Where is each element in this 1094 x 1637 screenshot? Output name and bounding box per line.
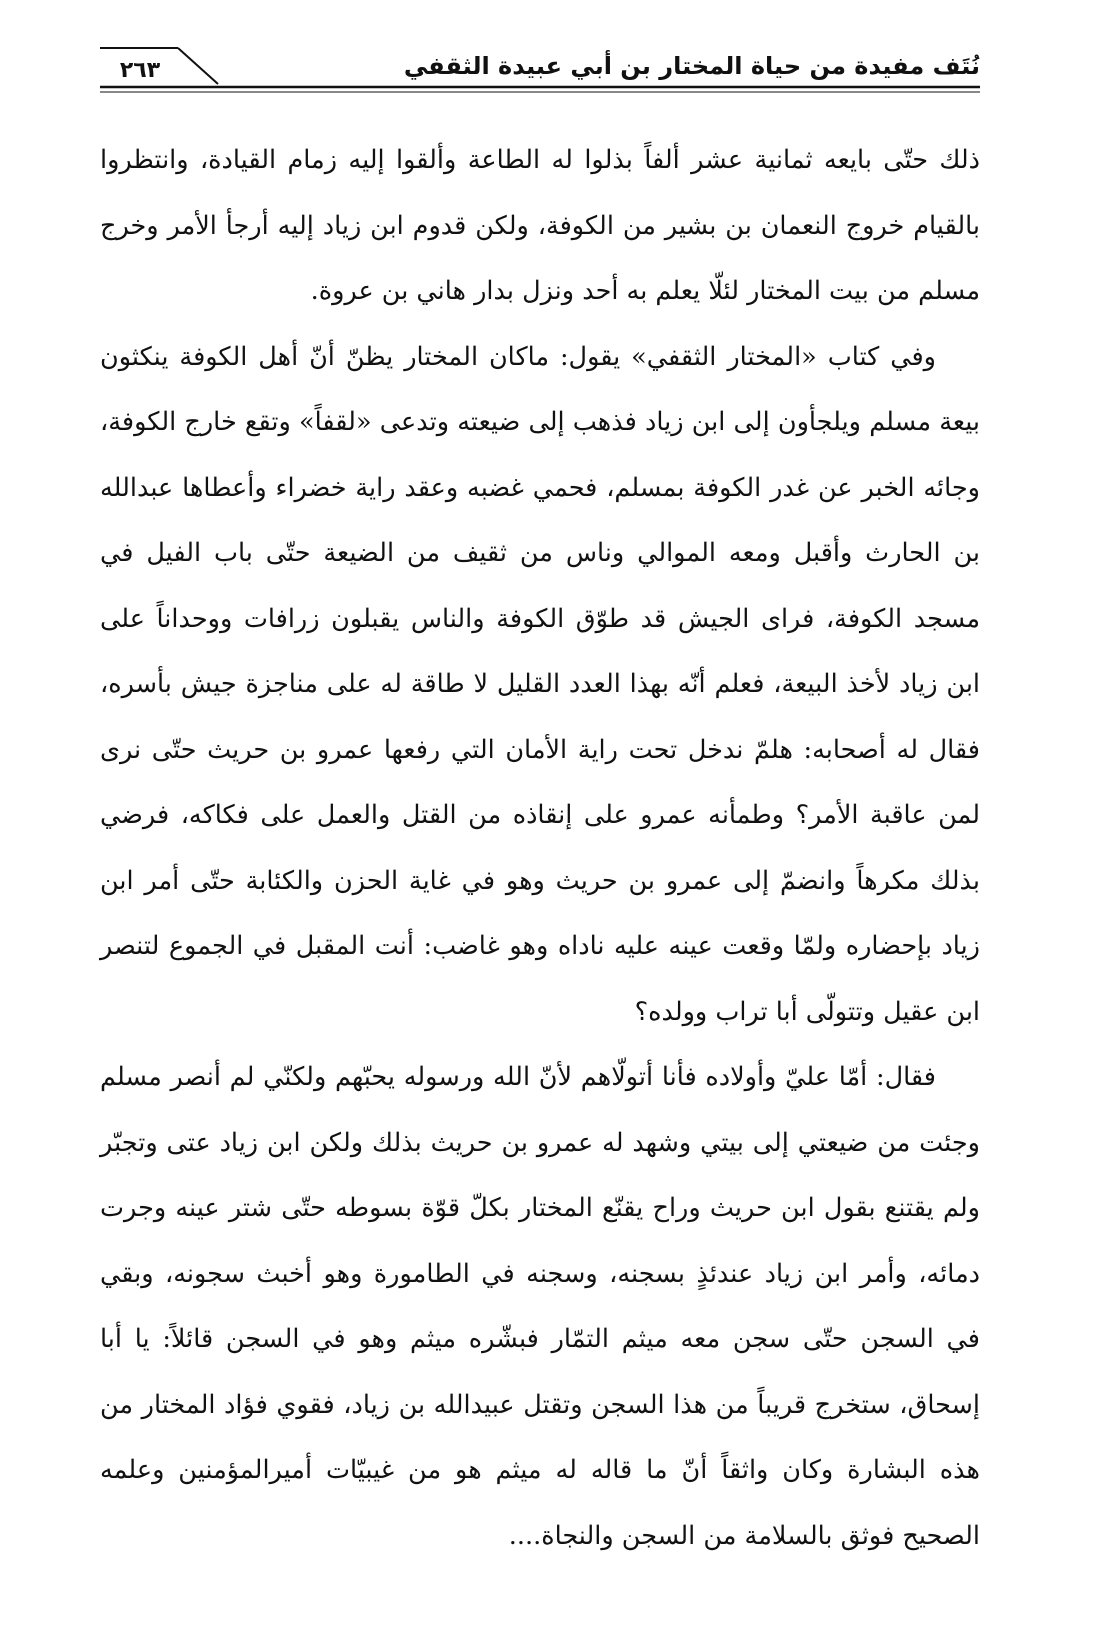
page-number: ٢٦٣ <box>119 58 161 83</box>
paragraph-3: فقال: أمّا عليّ وأولاده فأنا أتولّاهم لأنّ الله ورسوله يحبّهم ولكنّي لم أنصر مسلم وجئت من ضيعتي إلى بيتي وشهد له عمرو بن حريث بذلك ولكن ابن زياد عتى وتجبّر ولم يقتنع بقول ابن حريث وراح يقنّع المختار بكلّ قوّة بسوطه حتّى شتر عينه وجرت دمائه، وأمر ابن زياد عندئذٍ بسجنه، وسجنه في الطامورة وهو أخبث سجونه، وبقي في السجن حتّى سجن معه ميثم التمّار فبشّره ميثم وهو في السجن قائلاً: يا أبا إسحاق، ستخرج قريباً من هذا السجن وتقتل عبيدالله بن زياد، فقوي فؤاد المختار من هذه البشارة وكان واثقاً أنّ ما قاله له ميثم هو من غيبيّات أميرالمؤمنين وعلمه الصحيح فوثق بالسلامة من السجن والنجاة.... <box>100 1062 980 1551</box>
running-title: نُتَف مفيدة من حياة المختار بن أبي عبيدة الثقفي <box>403 52 980 80</box>
paragraph-1: ذلك حتّى بايعه ثمانية عشر ألفاً بذلوا له الطاعة وألقوا إليه زمام القيادة، وانتظروا بالقيام خروج النعمان بن بشير من الكوفة، ولكن قدوم ابن زياد إليه أرجأ الأمر وخرج مسلم من بيت المختار لئلّا يعلم به أحد ونزل بدار هاني بن عروة. <box>100 145 980 306</box>
paragraph-2: وفي كتاب «المختار الثقفي» يقول: ماكان المختار يظنّ أنّ أهل الكوفة ينكثون بيعة مسلم ويلجأون إلى ابن زياد فذهب إلى ضيعته وتدعى «لقفاً» وتقع خارج الكوفة، وجائه الخبر عن غدر الكوفة بمسلم، فحمي غضبه وعقد راية خضراء وأعطاها عبدالله بن الحارث وأقبل ومعه الموالي وناس من ثقيف من الضيعة حتّى باب الفيل في مسجد الكوفة، فراى الجيش قد طوّق الكوفة والناس يقبلون زرافات ووحداناً على ابن زياد لأخذ البيعة، فعلم أنّه بهذا العدد القليل لا طاقة له على مناجزة جيش بأسره، فقال له أصحابه: هلمّ ندخل تحت راية الأمان التي رفعها عمرو بن حريث حتّى نرى لمن عاقبة الأمر؟ وطمأنه عمرو على إنقاذه من القتل والعمل على فكاكه، فرضي بذلك مكرهاً وانضمّ إلى عمرو بن حريث وهو في غاية الحزن والكئابة حتّى أمر ابن زياد بإحضاره ولمّا وقعت عينه عليه ناداه وهو غاضب: أنت المقبل في الجموع لتنصر ابن عقيل وتتولّى أبا تراب وولده؟ <box>100 341 980 1027</box>
main-text <box>100 128 980 1569</box>
running-header <box>100 40 980 100</box>
